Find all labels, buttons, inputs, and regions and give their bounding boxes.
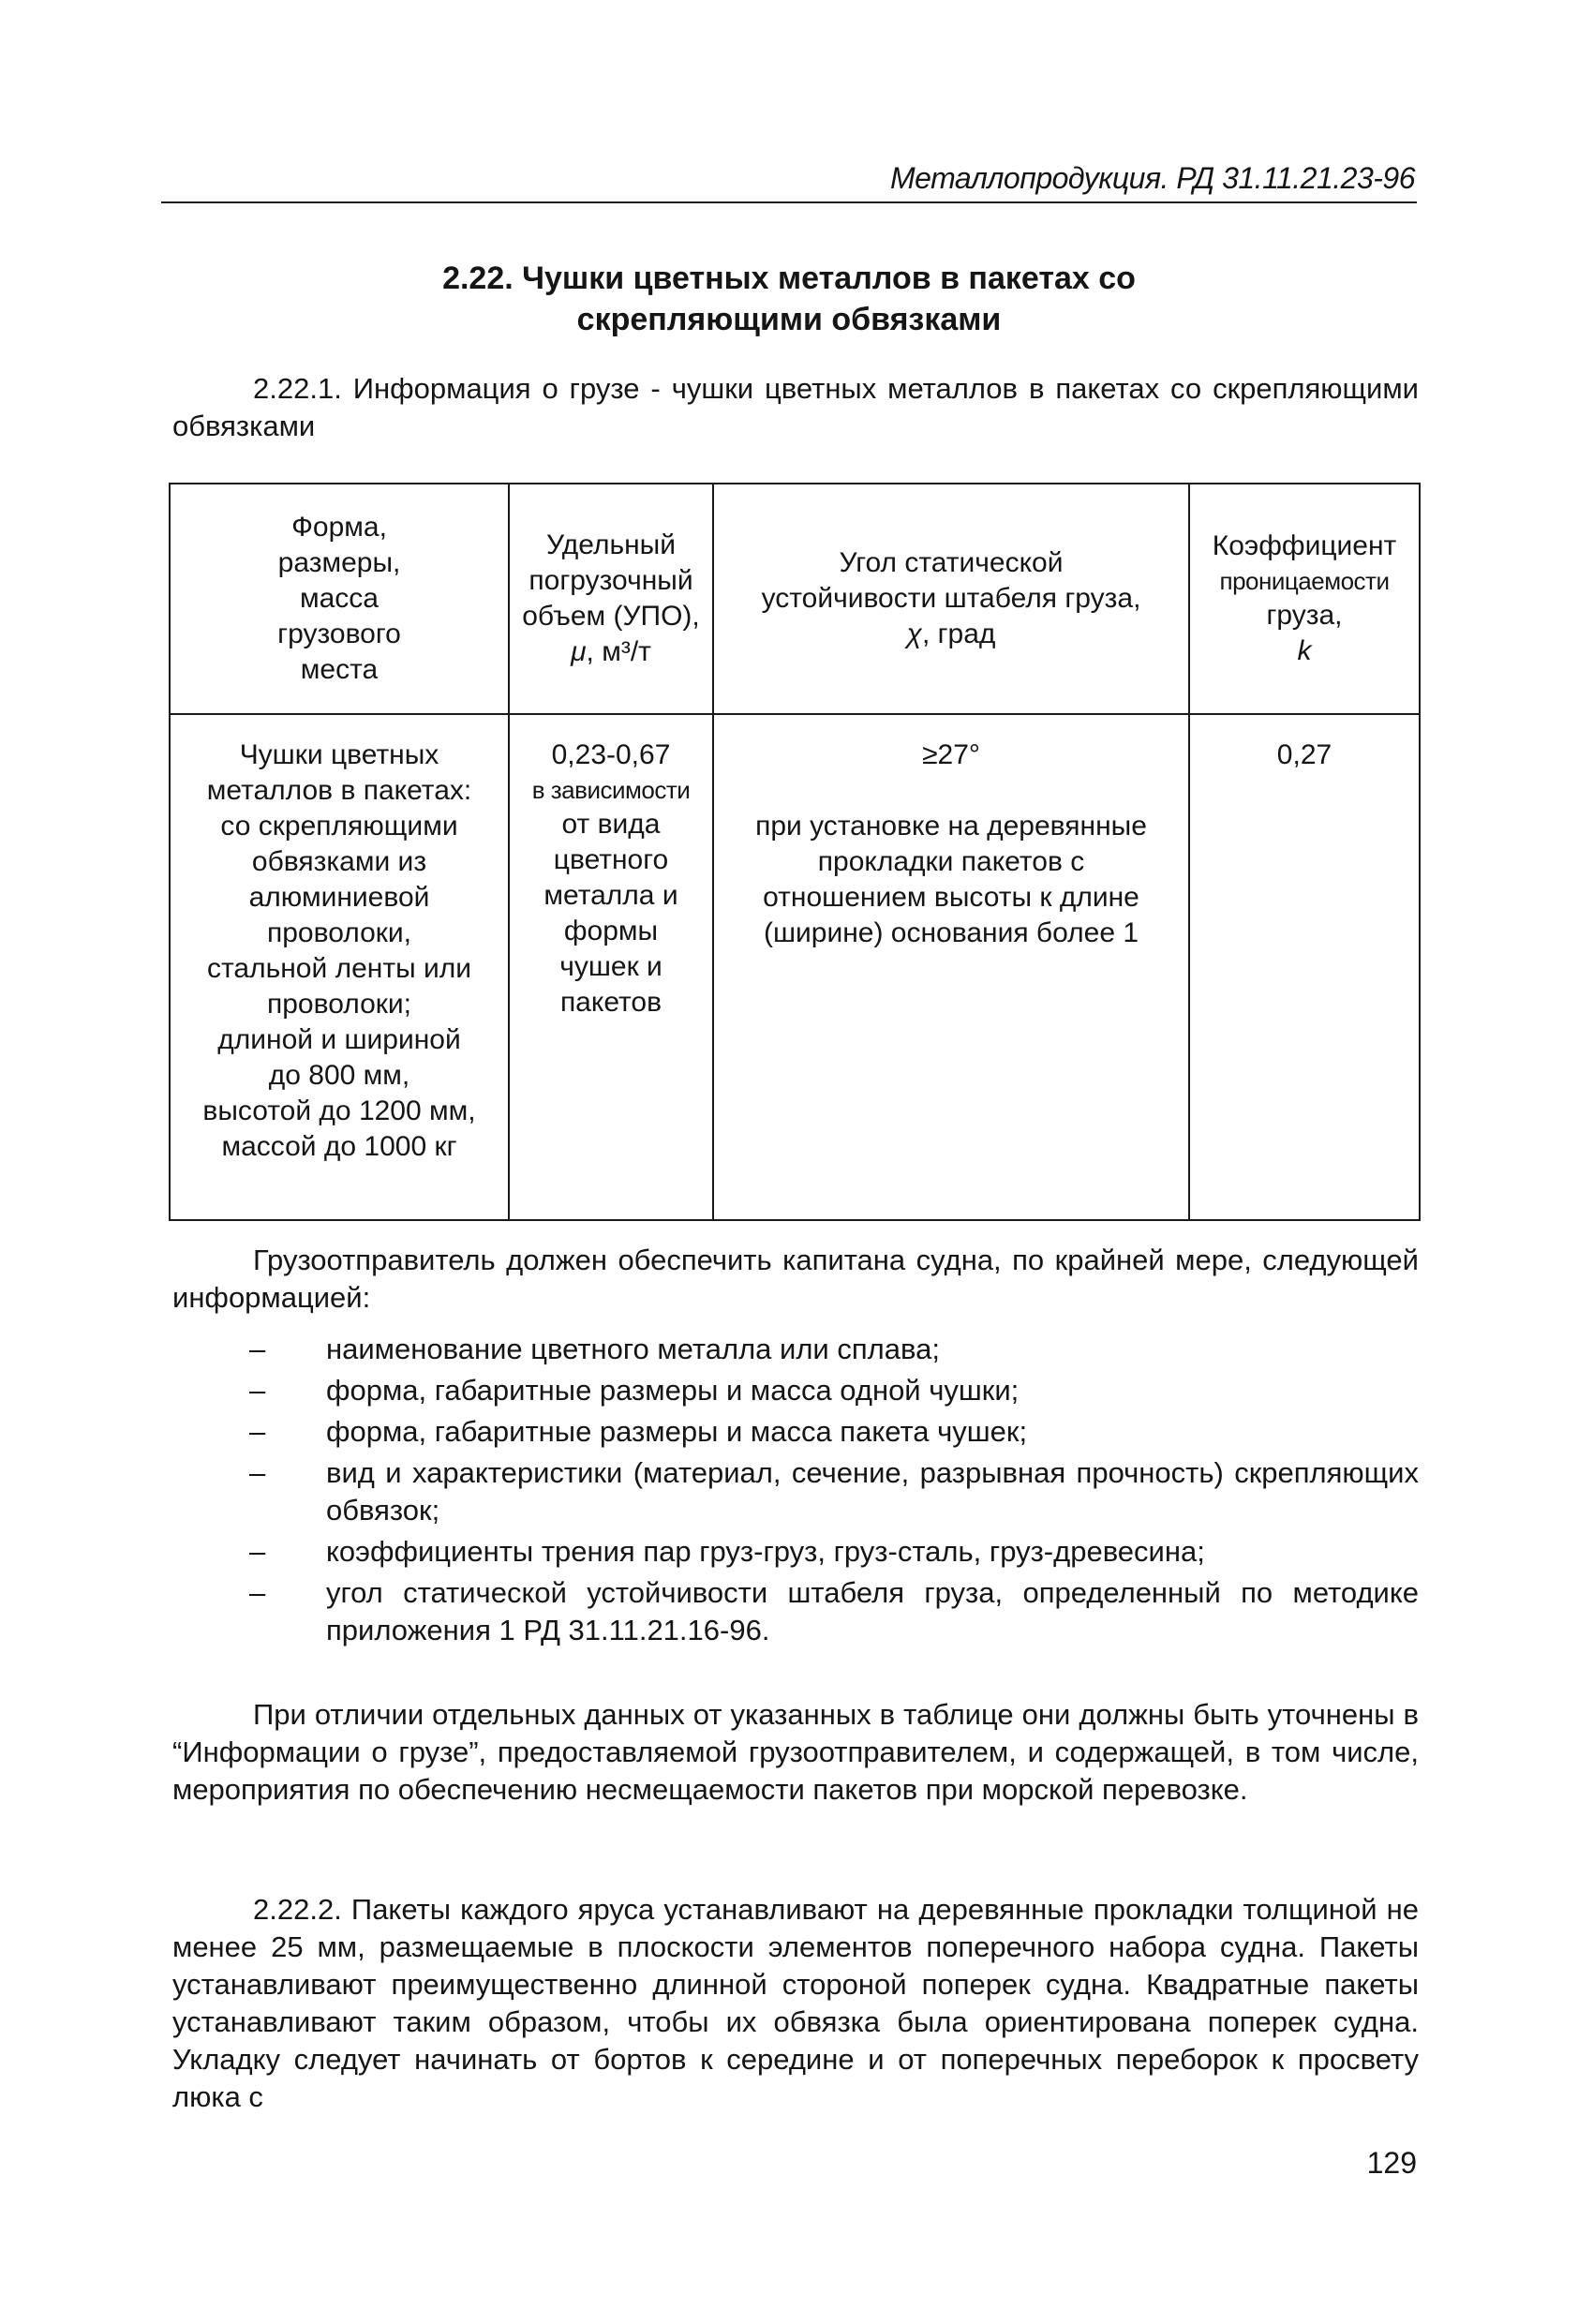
list-item: – угол статической устойчивости штабеля груза, определенный по методике приложения 1 РД 31.11.21.16-96. (249, 1576, 1419, 1646)
cell-upo: 0,23-0,67 в зависимости от вида цветного металла и формы чушек и пакетов (509, 714, 713, 1220)
section-title (161, 258, 1417, 340)
requirements-list (172, 1331, 1419, 1653)
requirements-lead: Грузоотправитель должен обеспечить капитана судна, по крайней мере, следующей информацией: (172, 1244, 1419, 1314)
header-coef: Коэффициент проницаемости груза, k (1189, 484, 1420, 714)
header-angle: Угол статической устойчивости штабеля груза, χ, град (713, 484, 1189, 714)
section-title-line-1: 2.22. Чушки цветных металлов в пакетах со (442, 261, 1136, 296)
running-header (161, 155, 1417, 203)
list-item: – коэффициенты трения пар груз-груз, груз-сталь, груз-древесина; (249, 1535, 1205, 1568)
clause-2-22-2: 2.22.2. Пакеты каждого яруса устанавливают на деревянные прокладки толщиной не менее 25 мм, размещаемые в плоскости элементов поперечного набора судна. Пакеты устанавливают преимущественно длинной стороной поперек судна. Квадратные пакеты устанавливают таким образом, чтобы их обвязка была ориентирована поперек судна. Укладку следует начинать от бортов к середине и от поперечных переборок к просвету люка с (172, 1893, 1419, 2113)
list-item: – форма, габаритные размеры и масса пакета чушек; (249, 1415, 1028, 1448)
cell-form: Чушки цветных металлов в пакетах: со скрепляющими обвязками из алюминиевой проволоки, стальной ленты или проволоки; длиной и шириной до 800 мм, высотой до 1200 мм, массой до 1000 кг (170, 714, 509, 1220)
note-paragraph: При отличии отдельных данных от указанных в таблице они должны быть уточнены в “Информации о грузе”, предоставляемой грузоотправителем, и содержащей, в том числе, мероприятия по обеспечению несмещаемости пакетов при морской перевозке. (172, 1698, 1419, 1806)
table-header-row (170, 484, 1420, 714)
list-item: – наименование цветного металла или сплава; (249, 1333, 940, 1365)
running-title: Металлопродукция. РД 31.11.21.23-96 (889, 161, 1415, 195)
header-upo: Удельный погрузочный объем (УПО), μ, м³/т (509, 484, 713, 714)
list-item: – вид и характеристики (материал, сечение, разрывная прочность) скрепляющих обвязок; (249, 1456, 1419, 1527)
cell-angle: ≥27° при установке на деревянные прокладки пакетов с отношением высоты к длине (ширине) основания более 1 (713, 714, 1189, 1220)
cargo-info-table (169, 483, 1421, 1221)
list-item: – форма, габаритные размеры и масса одной чушки; (249, 1374, 1020, 1407)
intro-paragraph: 2.22.1. Информация о грузе - чушки цветных металлов в пакетах со скрепляющими обвязками (172, 372, 1419, 442)
page-number: 129 (1366, 2146, 1417, 2180)
cell-coef: 0,27 (1189, 714, 1420, 1220)
header-form: Форма, размеры, масса грузового места (170, 484, 509, 714)
table-row (170, 714, 1420, 1220)
section-title-line-2: скрепляющими обвязками (576, 302, 1002, 337)
